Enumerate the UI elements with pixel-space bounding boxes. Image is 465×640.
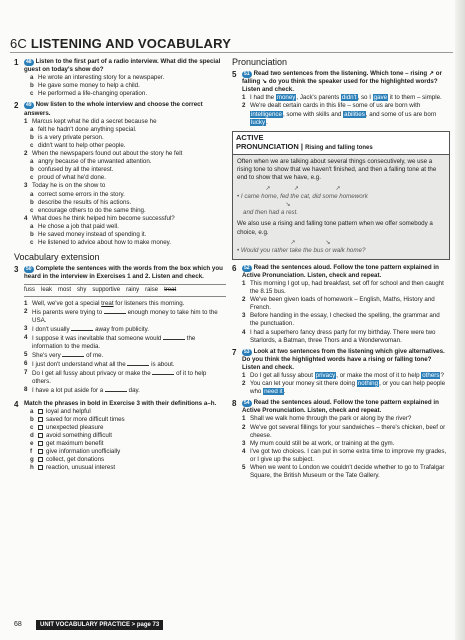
pronunciation-heading: Pronunciation xyxy=(232,57,288,67)
exercise-instruction: Match the phrases in bold in Exercise 3 with their definitions a–h. xyxy=(24,399,217,407)
option-letter: c xyxy=(30,141,34,149)
example-sentence: • I came home, fed the cat, did some homework xyxy=(237,193,368,201)
option-letter: d xyxy=(30,431,34,439)
audio-track-icon[interactable]: 51 xyxy=(244,71,250,78)
answer-checkbox[interactable] xyxy=(38,457,43,462)
filled-answer: treat xyxy=(101,299,114,307)
definition-option[interactable] xyxy=(30,464,226,472)
option-letter: a xyxy=(30,407,34,415)
sentence-number: 5 xyxy=(24,351,28,359)
sentence-text: When we went to London we couldn't decide whether to go to Trafalgar Square, the British Museum or the Tate Gallery. xyxy=(250,464,445,480)
exercise-instruction: 52 Read the sentences aloud. Follow the tone pattern explained in Active Pronunciation. Listen, check and repeat. xyxy=(242,263,439,279)
audio-track-icon[interactable]: 49 xyxy=(26,102,32,109)
sentence-item xyxy=(242,424,450,440)
sentence-text: I've got two choices. I can put in some extra time to improve my grades, or I give up the subject. xyxy=(250,447,447,463)
section-code: 6C xyxy=(10,36,28,51)
definition-option[interactable] xyxy=(30,432,226,440)
sentence-item xyxy=(242,448,450,464)
example-sentence: and then had a rest. xyxy=(243,209,299,217)
header-rule xyxy=(10,52,453,53)
answer-blank[interactable] xyxy=(152,369,174,375)
definition-list xyxy=(24,408,226,473)
option-letter: a xyxy=(30,222,34,230)
audio-track-icon[interactable]: 53 xyxy=(244,348,250,355)
answer-option[interactable] xyxy=(30,199,226,207)
option-text: angry because of the unwanted attention. xyxy=(38,158,152,166)
page-number: 68 xyxy=(14,621,22,628)
sentence-item: 1 I had the money, Jack's parents didn't, so I gave it to them – simple. xyxy=(242,94,442,102)
word-box-item: leak xyxy=(41,287,53,294)
option-text: loyal and helpful xyxy=(38,408,91,416)
option-text: is a very private person. xyxy=(38,133,104,141)
explanation-text: Often when we are talking about several things consecutively, we use a rising tone to show that we haven't finished, and then a falling tone at the end to show that we have, e.g. xyxy=(237,157,437,181)
option-text: didn't want to help other people. xyxy=(38,141,126,149)
option-text: He wrote an interesting story for a newspaper. xyxy=(38,74,165,82)
option-letter: h xyxy=(30,464,34,472)
question-number: 2 xyxy=(24,150,28,158)
sentence-text: His parents were trying to enough money to take him to the USA. xyxy=(32,308,218,324)
highlighted-word: didn't xyxy=(341,94,357,102)
sentence-number: 2 xyxy=(242,423,246,431)
answer-option[interactable] xyxy=(30,90,226,98)
question-number: 3 xyxy=(24,182,28,190)
sentence-number: 6 xyxy=(24,360,28,368)
sentence-text: I have a lot put aside for a day. xyxy=(32,387,140,395)
sentence-text: Well, we've got a special treat for listeners this morning. xyxy=(32,299,185,307)
sentence-item xyxy=(242,415,450,423)
option-letter: b xyxy=(30,230,34,238)
word-box-item: fuss xyxy=(24,287,36,294)
answer-option[interactable] xyxy=(30,82,226,90)
highlighted-word: intelligence xyxy=(251,110,282,118)
exercise-5 xyxy=(232,70,450,127)
answer-blank[interactable] xyxy=(62,351,84,357)
option-letter: a xyxy=(30,74,34,82)
exercise-instruction: 50 Complete the sentences with the words from the box which you heard in the interview in Exercises 1 and 2. Listen and check. xyxy=(24,265,223,281)
definition-option[interactable] xyxy=(30,456,226,464)
word-box-item: raise xyxy=(145,287,159,294)
gap-fill-sentence xyxy=(24,300,226,308)
option-text: He listened to advice about how to make money. xyxy=(38,239,171,247)
answer-option[interactable] xyxy=(30,142,226,150)
definition-option[interactable] xyxy=(30,424,226,432)
section-title: LISTENING AND VOCABULARY xyxy=(30,36,232,51)
option-text: He gave some money to help a child. xyxy=(38,82,140,90)
sentence-item xyxy=(242,464,450,480)
exercise-number: 1 xyxy=(14,58,19,67)
gap-fill-sentence xyxy=(24,334,226,351)
exercise-3 xyxy=(14,265,226,395)
exercise-6 xyxy=(232,264,450,345)
answer-option[interactable] xyxy=(30,166,226,174)
sentence-number: 8 xyxy=(24,386,28,394)
definition-option[interactable] xyxy=(30,416,226,424)
gap-fill-sentence xyxy=(24,325,226,334)
exercise-instruction: 48 Listen to the first part of a radio interview. What did the special guest on today's show do? xyxy=(24,58,221,74)
vocab-heading: Vocabulary extension xyxy=(14,252,100,263)
option-letter: a xyxy=(30,190,34,198)
sentence-number: 1 xyxy=(242,415,246,423)
exercise-number: 2 xyxy=(14,101,19,111)
question-text: Today he is on the show to xyxy=(32,182,106,190)
option-text: reaction, unusual interest xyxy=(38,464,115,472)
exercise-4 xyxy=(14,400,226,473)
word-box-item: rainy xyxy=(126,287,140,294)
option-letter: e xyxy=(30,440,34,448)
question-item xyxy=(24,182,226,190)
sentence-text: I just don't understand what all the is about. xyxy=(32,361,175,369)
question-text: When the newspapers found out about the story he felt xyxy=(32,150,183,158)
answer-checkbox[interactable] xyxy=(38,433,43,438)
sentence-item xyxy=(242,280,450,296)
answer-checkbox[interactable] xyxy=(38,449,43,454)
definition-option[interactable] xyxy=(30,448,226,456)
question-text: What does he think helped him become successful? xyxy=(32,214,175,222)
audio-track-icon[interactable]: 48 xyxy=(26,59,32,65)
option-text: collect, get donations xyxy=(38,456,104,464)
sentence-text: Shall we walk home through the park or along by the river? xyxy=(250,415,412,423)
sentence-text: My mum could still be at work, or training at the gym. xyxy=(250,439,395,447)
vocabulary-practice-link[interactable]: UNIT VOCABULARY PRACTICE > page 73 xyxy=(36,620,163,630)
sentence-text: I don't usually away from publicity. xyxy=(32,325,149,333)
option-letter: a xyxy=(30,125,34,133)
word-box-item: supportive xyxy=(92,287,121,294)
sentence-number: 7 xyxy=(24,369,28,377)
sentence-text: We've got several fillings for your sandwiches – there's chicken, beef or cheese. xyxy=(250,423,446,439)
question-item xyxy=(24,215,226,223)
exercise-instruction: 49 Now listen to the whole interview and choose the correct answers. xyxy=(24,101,203,117)
highlighted-word: abilities xyxy=(344,110,365,118)
sentence-item xyxy=(242,312,450,328)
exercise-number: 3 xyxy=(14,265,19,275)
tone-arrows: ↗ ↗ ↗ xyxy=(237,186,341,193)
option-letter: a xyxy=(30,158,34,166)
exercise-1 xyxy=(14,58,226,98)
exercise-7 xyxy=(232,348,450,397)
sentence-item xyxy=(242,329,450,345)
option-text: He performed a life-changing operation. xyxy=(38,90,148,98)
option-text: He chose a job that paid well. xyxy=(38,222,119,230)
answer-checkbox[interactable] xyxy=(38,409,43,414)
option-text: encourage others to do the same thing. xyxy=(38,206,146,214)
exercise-instruction: 54 Read the sentences aloud. Follow the tone pattern explained in Active Pronunciation. Listen, check and repeat. xyxy=(242,399,439,415)
highlighted-word: nothing xyxy=(357,380,379,388)
answer-option[interactable] xyxy=(30,239,226,247)
question-item xyxy=(24,118,226,126)
sentence-number: 3 xyxy=(24,324,28,332)
option-text: avoid something difficult xyxy=(38,432,112,440)
gap-fill-sentence xyxy=(24,369,226,386)
answer-blank[interactable] xyxy=(127,360,149,366)
answer-option[interactable] xyxy=(30,231,226,239)
answer-option[interactable] xyxy=(30,158,226,166)
sentence-text: Before handing in the essay, I checked the spelling, the grammar and the punctuation. xyxy=(250,312,440,328)
gap-fill-sentence xyxy=(24,360,226,369)
exercise-instruction: 53 Look at two sentences from the listening which give alternatives. Do you think the highlighted words have a rising or falling tone? Listen and check. xyxy=(242,347,445,371)
exercise-2 xyxy=(14,101,226,247)
audio-track-icon[interactable]: 54 xyxy=(244,400,250,407)
question-item xyxy=(24,150,226,158)
sentence-text: This morning I got up, had breakfast, set off for school and then caught the 8.15 bus. xyxy=(250,279,444,296)
sentence-item: 2 We're dealt certain cards in this life – some of us are born with intelligence, some with skills and abilities, and some of us are born lucky. xyxy=(242,102,437,126)
word-box-item: most xyxy=(58,287,72,294)
answer-option[interactable] xyxy=(30,223,226,231)
sentence-text: She's very of me. xyxy=(32,352,104,360)
definition-option[interactable] xyxy=(30,440,226,448)
option-text: felt he hadn't done anything special. xyxy=(38,125,137,133)
answer-checkbox[interactable] xyxy=(38,425,43,430)
highlighted-word: money xyxy=(276,94,296,102)
active-pronunciation-box xyxy=(232,131,450,260)
word-box-item: treat xyxy=(164,287,177,294)
answer-checkbox[interactable] xyxy=(38,417,43,422)
page-title xyxy=(10,36,231,51)
option-letter: b xyxy=(30,166,34,174)
sentence-number: 1 xyxy=(242,279,246,287)
highlighted-word: gave xyxy=(373,94,388,102)
answer-option[interactable] xyxy=(30,126,226,134)
right-column xyxy=(232,58,450,483)
option-text: proud of what he'd done. xyxy=(38,174,106,182)
sentence-number: 4 xyxy=(24,333,28,341)
answer-blank[interactable] xyxy=(104,308,126,314)
explanation-text: We also use a rising and falling tone pattern when we offer somebody a choice, e.g. xyxy=(237,220,433,236)
option-letter: g xyxy=(30,456,34,464)
option-letter: c xyxy=(30,423,34,431)
tone-arrows: ↘ xyxy=(237,202,291,209)
option-list xyxy=(24,74,226,98)
tone-arrows: ↗ ↘ xyxy=(237,239,331,246)
highlighted-word: privacy xyxy=(315,372,336,379)
answer-option[interactable] xyxy=(30,174,226,182)
sentence-item xyxy=(242,296,450,312)
highlighted-word: lucky xyxy=(251,118,266,126)
exercise-number: 4 xyxy=(14,399,19,409)
answer-option[interactable] xyxy=(30,207,226,215)
audio-track-icon[interactable]: 50 xyxy=(26,266,32,273)
question-text: Marcus kept what he did a secret because he xyxy=(32,117,157,125)
option-letter: c xyxy=(30,206,34,214)
answer-checkbox[interactable] xyxy=(38,465,43,470)
answer-blank[interactable] xyxy=(105,386,127,392)
sentence-number: 2 xyxy=(242,296,246,304)
exercise-8 xyxy=(232,399,450,480)
sentence-number: 5 xyxy=(242,464,246,472)
option-letter: c xyxy=(30,174,34,182)
highlighted-word: need it xyxy=(264,388,283,396)
sentence-number: 4 xyxy=(242,447,246,455)
sentence-number: 4 xyxy=(242,328,246,336)
sentence-number: 2 xyxy=(24,307,28,315)
option-text: correct some errors in the story. xyxy=(38,190,125,198)
word-box xyxy=(24,284,226,296)
option-letter: b xyxy=(30,82,34,90)
option-letter: b xyxy=(30,198,34,206)
option-text: unexpected pleasure xyxy=(38,424,103,432)
sentence-item: 1 Do I get all fussy about privacy, or make the most of it to help others? xyxy=(242,372,444,379)
question-list xyxy=(24,118,226,248)
answer-option[interactable] xyxy=(30,74,226,82)
option-text: confused by all the interest. xyxy=(38,166,114,174)
option-letter: b xyxy=(30,133,34,141)
sentence-number: 3 xyxy=(242,439,246,447)
gap-fill-list xyxy=(24,300,226,396)
sentence-item: 2 You can let your money sit there doing nothing, or you can help people who need it. xyxy=(242,380,446,396)
sentence-text: We've been given loads of homework – English, Maths, History and French. xyxy=(250,296,435,312)
gap-fill-sentence xyxy=(24,386,226,395)
exercise-number: 6 xyxy=(232,263,237,273)
option-letter: f xyxy=(30,448,33,456)
highlighted-word: others xyxy=(422,372,440,379)
option-letter: b xyxy=(30,415,34,423)
answer-blank[interactable] xyxy=(71,325,93,331)
question-number: 4 xyxy=(24,214,28,222)
option-text: saved for more difficult times xyxy=(38,416,125,424)
exercise-number: 7 xyxy=(232,347,237,357)
exercise-number: 5 xyxy=(232,70,237,80)
sentence-list xyxy=(242,415,450,480)
option-text: describe the results of his actions. xyxy=(38,198,132,206)
answer-option[interactable] xyxy=(30,134,226,142)
exercise-number: 8 xyxy=(232,399,237,409)
page-binding-shadow xyxy=(455,0,465,640)
option-text: get maximum benefit xyxy=(38,440,103,448)
answer-checkbox[interactable] xyxy=(38,441,43,446)
example-sentence: • Would you rather take the bus or walk home? xyxy=(237,246,366,254)
option-letter: c xyxy=(30,90,34,98)
definition-option[interactable] xyxy=(30,408,226,416)
option-letter: c xyxy=(30,239,34,247)
sentence-text: I had a superhero fancy dress party for my birthday. There were two Starlords, a Batman, three Thors and a Wonderwoman. xyxy=(250,328,436,344)
sentence-text: I suppose it was inevitable that someone would the information to the media. xyxy=(32,334,196,350)
option-text: He saved money instead of spending it. xyxy=(38,230,147,238)
gap-fill-sentence xyxy=(24,308,226,325)
box-title: ACTIVE PRONUNCIATION | Rising and falling tones xyxy=(233,132,449,155)
sentence-number: 1 xyxy=(24,299,28,307)
question-number: 1 xyxy=(24,117,28,125)
option-text: give information unofficially xyxy=(38,448,120,456)
audio-track-icon[interactable]: 52 xyxy=(244,264,250,271)
sentence-item xyxy=(242,440,450,448)
sentence-text: Do I get all fussy about privacy or make the of it to help others. xyxy=(32,370,207,386)
sentence-number: 3 xyxy=(242,312,246,320)
answer-blank[interactable] xyxy=(163,334,185,340)
answer-option[interactable] xyxy=(30,191,226,199)
sentence-list xyxy=(242,280,450,345)
gap-fill-sentence xyxy=(24,351,226,360)
word-box-item: shy xyxy=(77,287,87,294)
exercise-instruction: 51 Read two sentences from the listening. Which tone – rising ↗ or falling ↘ do you think the speaker used for the highlighted words? Listen and check. xyxy=(242,70,442,94)
left-column xyxy=(14,58,226,475)
